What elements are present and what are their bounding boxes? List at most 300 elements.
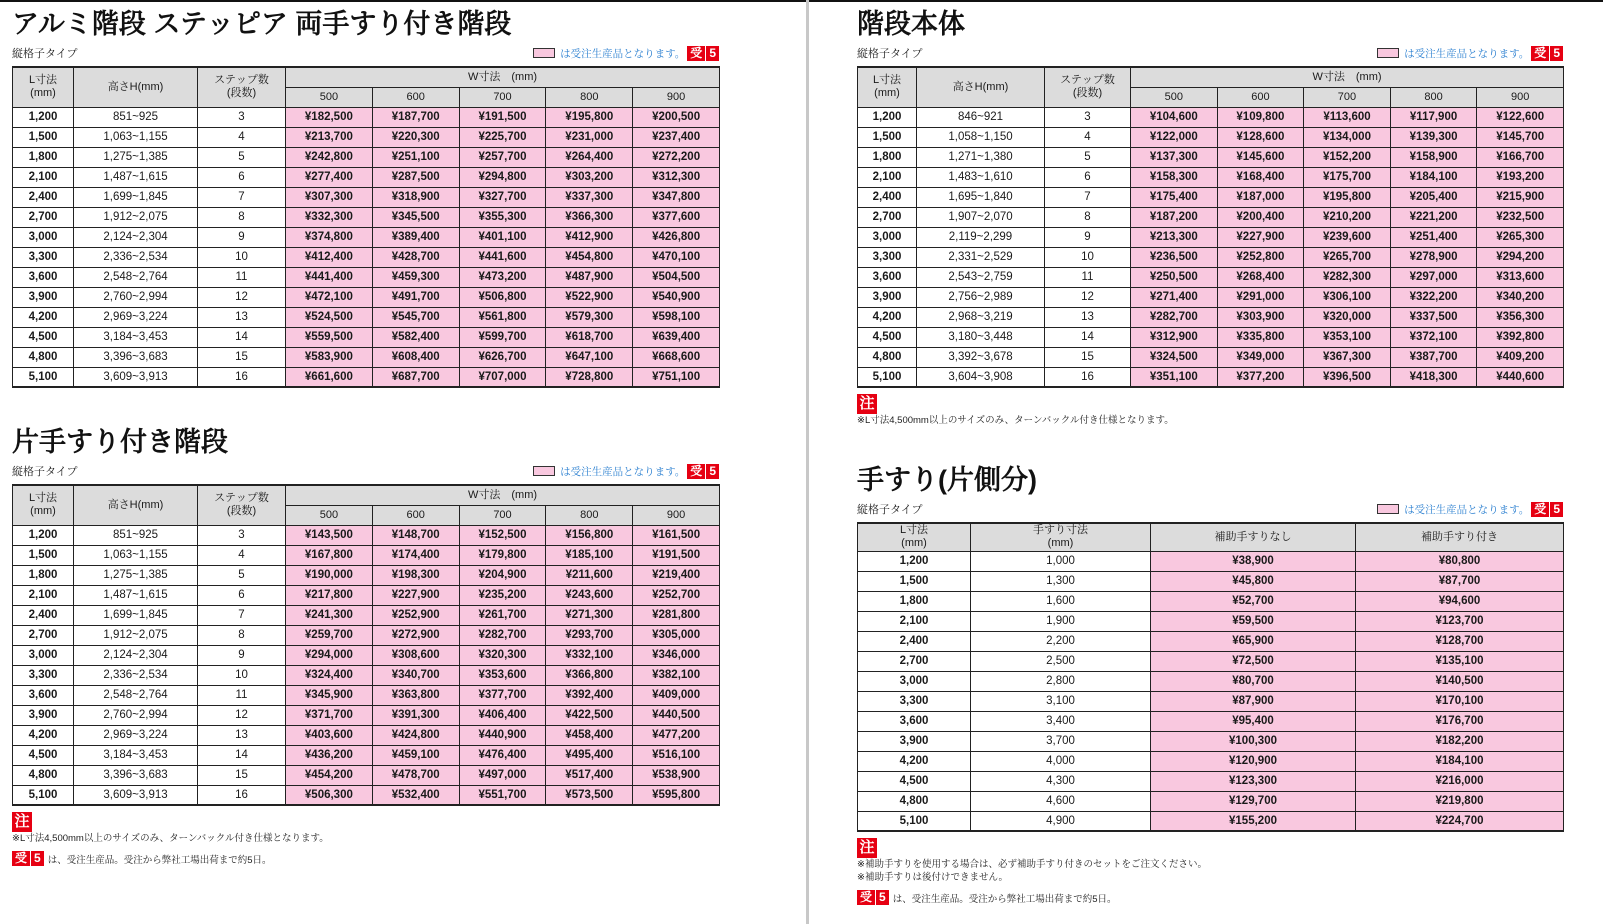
l-size-cell: 4,500 [858, 327, 917, 347]
price-cell: ¥347,800 [633, 187, 720, 207]
table-row [858, 187, 1564, 207]
price-cell: ¥751,100 [633, 367, 720, 387]
price-cell: ¥252,900 [372, 605, 459, 625]
price-cell: ¥271,400 [1131, 287, 1218, 307]
price-cell: ¥235,200 [459, 585, 546, 605]
price-cell: ¥303,200 [546, 167, 633, 187]
l-size-cell: 2,700 [858, 651, 971, 671]
made-to-order-legend [533, 464, 719, 479]
table-row [858, 327, 1564, 347]
height-cell: 3,184~3,453 [74, 745, 198, 765]
price-cell: ¥221,200 [1390, 207, 1477, 227]
price-cell: ¥117,900 [1390, 107, 1477, 127]
subtype-label: 縦格子タイプ [12, 48, 78, 60]
height-cell: 2,543~2,759 [917, 267, 1045, 287]
height-cell: 1,699~1,845 [74, 187, 198, 207]
header-width: 600 [372, 87, 459, 107]
note-text: ※補助手すりを使用する場合は、必ず補助手すり付きのセットをご注文ください。 [857, 859, 1207, 870]
price-cell: ¥59,500 [1151, 611, 1356, 631]
l-size-cell: 2,100 [13, 585, 74, 605]
subtitle-row [857, 500, 1563, 518]
price-cell: ¥135,100 [1356, 651, 1564, 671]
badge-note-text: は、受注生産品。受注から弊社工場出荷まで約5日。 [47, 854, 272, 866]
steps-cell: 3 [198, 525, 286, 545]
header-l-size: L寸法 (mm) [13, 485, 74, 525]
table-row [858, 307, 1564, 327]
made-to-order-legend [1377, 502, 1563, 517]
height-cell: 3,609~3,913 [74, 367, 198, 387]
price-cell: ¥257,700 [459, 147, 546, 167]
price-cell: ¥428,700 [372, 247, 459, 267]
height-cell: 3,609~3,913 [74, 785, 198, 805]
top-rule [0, 0, 1603, 2]
price-table [12, 66, 720, 388]
price-cell: ¥176,700 [1356, 711, 1564, 731]
price-cell: ¥193,200 [1477, 167, 1564, 187]
height-cell: 2,548~2,764 [74, 685, 198, 705]
rail-size-cell: 3,700 [971, 731, 1151, 751]
order-badge-icon: 受 5 [1531, 502, 1563, 517]
price-cell: ¥327,700 [459, 187, 546, 207]
table-row [13, 247, 720, 267]
price-cell: ¥320,000 [1304, 307, 1391, 327]
price-cell: ¥187,700 [372, 107, 459, 127]
price-cell: ¥367,300 [1304, 347, 1391, 367]
price-cell: ¥582,400 [372, 327, 459, 347]
l-size-cell: 2,400 [13, 187, 74, 207]
height-cell: 851~925 [74, 107, 198, 127]
l-size-cell: 1,800 [858, 147, 917, 167]
section-handrail-one-side [857, 464, 1563, 905]
price-cell: ¥340,200 [1477, 287, 1564, 307]
rail-size-cell: 1,300 [971, 571, 1151, 591]
header-width: 500 [286, 505, 373, 525]
l-size-cell: 3,300 [858, 691, 971, 711]
price-cell: ¥139,300 [1390, 127, 1477, 147]
price-cell: ¥271,300 [546, 605, 633, 625]
price-cell: ¥377,600 [633, 207, 720, 227]
rail-size-cell: 2,500 [971, 651, 1151, 671]
height-cell: 2,336~2,534 [74, 665, 198, 685]
price-cell: ¥294,800 [459, 167, 546, 187]
table-row [858, 167, 1564, 187]
subtitle-row [857, 44, 1563, 62]
table-row [858, 731, 1564, 751]
price-cell: ¥355,300 [459, 207, 546, 227]
steps-cell: 12 [198, 705, 286, 725]
l-size-cell: 3,600 [13, 685, 74, 705]
l-size-cell: 2,400 [858, 631, 971, 651]
table-row [13, 267, 720, 287]
header-width: 800 [546, 87, 633, 107]
badge-explanation [857, 890, 1563, 905]
price-cell: ¥38,900 [1151, 551, 1356, 571]
steps-cell: 4 [198, 545, 286, 565]
height-cell: 1,058~1,150 [917, 127, 1045, 147]
l-size-cell: 4,800 [13, 765, 74, 785]
price-cell: ¥377,700 [459, 685, 546, 705]
price-cell: ¥478,700 [372, 765, 459, 785]
table-row [13, 585, 720, 605]
l-size-cell: 4,500 [13, 745, 74, 765]
price-table [857, 66, 1564, 388]
header-width: 500 [286, 87, 373, 107]
pink-swatch-icon [533, 466, 555, 476]
table-row [13, 287, 720, 307]
table-row [858, 247, 1564, 267]
l-size-cell: 3,600 [13, 267, 74, 287]
header-w-size: W寸法 (mm) [1131, 67, 1564, 87]
rail-size-cell: 4,900 [971, 811, 1151, 831]
price-cell: ¥156,800 [546, 525, 633, 545]
price-cell: ¥191,500 [633, 545, 720, 565]
price-cell: ¥272,200 [633, 147, 720, 167]
table-row [858, 751, 1564, 771]
header-width: 600 [372, 505, 459, 525]
price-cell: ¥100,300 [1151, 731, 1356, 751]
height-cell: 2,968~3,219 [917, 307, 1045, 327]
height-cell: 1,912~2,075 [74, 625, 198, 645]
price-cell: ¥278,900 [1390, 247, 1477, 267]
section-title: アルミ階段 ステッピア 両手すり付き階段 [12, 9, 512, 39]
price-cell: ¥211,600 [546, 565, 633, 585]
price-cell: ¥251,100 [372, 147, 459, 167]
price-cell: ¥179,800 [459, 545, 546, 565]
table-row [858, 267, 1564, 287]
price-cell: ¥140,500 [1356, 671, 1564, 691]
price-cell: ¥476,400 [459, 745, 546, 765]
price-cell: ¥389,400 [372, 227, 459, 247]
l-size-cell: 4,500 [858, 771, 971, 791]
price-cell: ¥345,900 [286, 685, 373, 705]
steps-cell: 6 [1045, 167, 1131, 187]
rail-size-cell: 2,200 [971, 631, 1151, 651]
price-cell: ¥440,500 [633, 705, 720, 725]
rail-size-cell: 3,400 [971, 711, 1151, 731]
height-cell: 1,063~1,155 [74, 545, 198, 565]
steps-cell: 15 [1045, 347, 1131, 367]
l-size-cell: 1,500 [13, 127, 74, 147]
l-size-cell: 2,400 [858, 187, 917, 207]
l-size-cell: 2,700 [858, 207, 917, 227]
price-cell: ¥250,500 [1131, 267, 1218, 287]
header-width: 700 [1304, 87, 1391, 107]
section-title: 手すり(片側分) [857, 465, 1037, 495]
l-size-cell: 1,200 [13, 107, 74, 127]
handrail-price-table [857, 522, 1564, 832]
price-cell: ¥687,700 [372, 367, 459, 387]
price-cell: ¥401,100 [459, 227, 546, 247]
table-row [13, 765, 720, 785]
legend-text: は受注生産品となります。 [560, 465, 686, 478]
price-cell: ¥598,100 [633, 307, 720, 327]
price-cell: ¥351,100 [1131, 367, 1218, 387]
price-cell: ¥353,600 [459, 665, 546, 685]
header-steps: ステップ数 (段数) [198, 485, 286, 525]
table-row [13, 127, 720, 147]
price-cell: ¥45,800 [1151, 571, 1356, 591]
header-width: 800 [546, 505, 633, 525]
height-cell: 846~921 [917, 107, 1045, 127]
header-no-aux: 補助手すりなし [1151, 523, 1356, 551]
height-cell: 1,487~1,615 [74, 167, 198, 187]
price-cell: ¥215,900 [1477, 187, 1564, 207]
l-size-cell: 3,000 [858, 227, 917, 247]
price-cell: ¥241,300 [286, 605, 373, 625]
price-cell: ¥382,100 [633, 665, 720, 685]
rail-size-cell: 1,000 [971, 551, 1151, 571]
price-cell: ¥232,500 [1477, 207, 1564, 227]
price-cell: ¥227,900 [1217, 227, 1304, 247]
height-cell: 2,969~3,224 [74, 307, 198, 327]
price-cell: ¥409,200 [1477, 347, 1564, 367]
steps-cell: 3 [1045, 107, 1131, 127]
price-cell: ¥261,700 [459, 605, 546, 625]
price-cell: ¥243,600 [546, 585, 633, 605]
l-size-cell: 3,000 [13, 227, 74, 247]
price-cell: ¥168,400 [1217, 167, 1304, 187]
note-text: ※L寸法4,500mm以上のサイズのみ、ターンバックル付き仕様となります。 [12, 833, 329, 844]
price-cell: ¥324,500 [1131, 347, 1218, 367]
header-with-aux: 補助手すり付き [1356, 523, 1564, 551]
height-cell: 1,907~2,070 [917, 207, 1045, 227]
price-cell: ¥167,800 [286, 545, 373, 565]
price-cell: ¥349,000 [1217, 347, 1304, 367]
steps-cell: 5 [198, 565, 286, 585]
steps-cell: 6 [198, 167, 286, 187]
order-badge-icon: 受 5 [1531, 46, 1563, 61]
rail-size-cell: 1,600 [971, 591, 1151, 611]
price-cell: ¥661,600 [286, 367, 373, 387]
l-size-cell: 3,900 [13, 287, 74, 307]
l-size-cell: 3,900 [13, 705, 74, 725]
section-title: 階段本体 [857, 9, 965, 39]
price-cell: ¥200,500 [633, 107, 720, 127]
price-cell: ¥265,300 [1477, 227, 1564, 247]
price-cell: ¥332,300 [286, 207, 373, 227]
subtype-label: 縦格子タイプ [857, 504, 923, 516]
price-cell: ¥231,000 [546, 127, 633, 147]
price-cell: ¥87,700 [1356, 571, 1564, 591]
table-row [858, 571, 1564, 591]
height-cell: 2,124~2,304 [74, 227, 198, 247]
steps-cell: 14 [198, 327, 286, 347]
height-cell: 2,756~2,989 [917, 287, 1045, 307]
price-cell: ¥363,800 [372, 685, 459, 705]
header-rail-size: 手すり寸法 (mm) [971, 523, 1151, 551]
price-cell: ¥454,800 [546, 247, 633, 267]
price-cell: ¥191,500 [459, 107, 546, 127]
steps-cell: 8 [1045, 207, 1131, 227]
price-cell: ¥264,400 [546, 147, 633, 167]
height-cell: 1,483~1,610 [917, 167, 1045, 187]
price-cell: ¥312,300 [633, 167, 720, 187]
l-size-cell: 1,200 [858, 107, 917, 127]
price-cell: ¥307,300 [286, 187, 373, 207]
price-cell: ¥497,000 [459, 765, 546, 785]
price-cell: ¥200,400 [1217, 207, 1304, 227]
price-cell: ¥454,200 [286, 765, 373, 785]
page-divider [806, 0, 809, 924]
price-cell: ¥182,200 [1356, 731, 1564, 751]
header-width: 900 [633, 87, 720, 107]
price-cell: ¥282,700 [459, 625, 546, 645]
table-row [858, 551, 1564, 571]
price-cell: ¥236,500 [1131, 247, 1218, 267]
steps-cell: 11 [1045, 267, 1131, 287]
price-cell: ¥94,600 [1356, 591, 1564, 611]
table-row [13, 545, 720, 565]
price-cell: ¥120,900 [1151, 751, 1356, 771]
note-mark-icon: 注 [12, 812, 32, 832]
price-cell: ¥506,800 [459, 287, 546, 307]
table-row [13, 685, 720, 705]
price-cell: ¥166,700 [1477, 147, 1564, 167]
price-cell: ¥272,900 [372, 625, 459, 645]
price-cell: ¥583,900 [286, 347, 373, 367]
price-cell: ¥599,700 [459, 327, 546, 347]
price-cell: ¥391,300 [372, 705, 459, 725]
price-cell: ¥506,300 [286, 785, 373, 805]
l-size-cell: 4,200 [13, 725, 74, 745]
price-table [12, 484, 720, 806]
l-size-cell: 2,100 [858, 611, 971, 631]
price-cell: ¥403,600 [286, 725, 373, 745]
price-cell: ¥217,800 [286, 585, 373, 605]
height-cell: 3,184~3,453 [74, 327, 198, 347]
price-cell: ¥128,700 [1356, 631, 1564, 651]
price-cell: ¥366,300 [546, 207, 633, 227]
height-cell: 2,119~2,299 [917, 227, 1045, 247]
price-cell: ¥559,500 [286, 327, 373, 347]
steps-cell: 15 [198, 347, 286, 367]
height-cell: 2,969~3,224 [74, 725, 198, 745]
pink-swatch-icon [1377, 504, 1399, 514]
price-cell: ¥458,400 [546, 725, 633, 745]
steps-cell: 15 [198, 765, 286, 785]
price-cell: ¥356,300 [1477, 307, 1564, 327]
section-both-handrail [12, 8, 719, 388]
price-cell: ¥80,800 [1356, 551, 1564, 571]
price-cell: ¥145,600 [1217, 147, 1304, 167]
price-cell: ¥312,900 [1131, 327, 1218, 347]
section-stair-body [857, 8, 1563, 427]
price-cell: ¥291,000 [1217, 287, 1304, 307]
legend-text: は受注生産品となります。 [1404, 47, 1530, 60]
price-cell: ¥374,800 [286, 227, 373, 247]
l-size-cell: 1,500 [858, 127, 917, 147]
order-badge-icon: 受 5 [12, 851, 44, 866]
header-width: 500 [1131, 87, 1218, 107]
table-row [858, 771, 1564, 791]
legend-text: は受注生産品となります。 [560, 47, 686, 60]
price-cell: ¥340,700 [372, 665, 459, 685]
price-cell: ¥109,800 [1217, 107, 1304, 127]
header-width: 700 [459, 505, 546, 525]
l-size-cell: 3,300 [13, 247, 74, 267]
l-size-cell: 3,900 [858, 731, 971, 751]
price-cell: ¥158,300 [1131, 167, 1218, 187]
table-row [858, 347, 1564, 367]
l-size-cell: 4,500 [13, 327, 74, 347]
price-cell: ¥392,800 [1477, 327, 1564, 347]
price-cell: ¥579,300 [546, 307, 633, 327]
steps-cell: 9 [198, 227, 286, 247]
section-title: 片手すり付き階段 [12, 427, 228, 457]
price-cell: ¥406,400 [459, 705, 546, 725]
height-cell: 3,604~3,908 [917, 367, 1045, 387]
price-cell: ¥210,200 [1304, 207, 1391, 227]
l-size-cell: 1,200 [858, 551, 971, 571]
price-cell: ¥551,700 [459, 785, 546, 805]
order-badge-icon: 受 5 [857, 890, 889, 905]
made-to-order-legend [1377, 46, 1563, 61]
price-cell: ¥495,400 [546, 745, 633, 765]
price-cell: ¥668,600 [633, 347, 720, 367]
height-cell: 1,695~1,840 [917, 187, 1045, 207]
table-row [13, 207, 720, 227]
price-cell: ¥470,100 [633, 247, 720, 267]
price-cell: ¥65,900 [1151, 631, 1356, 651]
steps-cell: 16 [198, 785, 286, 805]
height-cell: 2,124~2,304 [74, 645, 198, 665]
l-size-cell: 2,400 [13, 605, 74, 625]
note-text: ※補助手すりは後付けできません。 [857, 872, 1009, 883]
height-cell: 1,912~2,075 [74, 207, 198, 227]
note-mark-icon: 注 [857, 394, 877, 414]
price-cell: ¥80,700 [1151, 671, 1356, 691]
price-cell: ¥184,100 [1390, 167, 1477, 187]
height-cell: 3,180~3,448 [917, 327, 1045, 347]
note-text: ※L寸法4,500mm以上のサイズのみ、ターンバックル付き仕様となります。 [857, 415, 1174, 426]
price-cell: ¥174,400 [372, 545, 459, 565]
height-cell: 1,487~1,615 [74, 585, 198, 605]
price-cell: ¥129,700 [1151, 791, 1356, 811]
header-width: 700 [459, 87, 546, 107]
price-cell: ¥128,600 [1217, 127, 1304, 147]
price-cell: ¥161,500 [633, 525, 720, 545]
steps-cell: 10 [198, 247, 286, 267]
price-cell: ¥626,700 [459, 347, 546, 367]
price-cell: ¥441,600 [459, 247, 546, 267]
price-cell: ¥412,900 [546, 227, 633, 247]
pink-swatch-icon [533, 48, 555, 58]
price-cell: ¥158,900 [1390, 147, 1477, 167]
price-cell: ¥252,700 [633, 585, 720, 605]
height-cell: 3,396~3,683 [74, 765, 198, 785]
price-cell: ¥477,200 [633, 725, 720, 745]
header-l-size: L寸法 (mm) [858, 67, 917, 107]
price-cell: ¥282,300 [1304, 267, 1391, 287]
price-cell: ¥366,800 [546, 665, 633, 685]
price-cell: ¥123,300 [1151, 771, 1356, 791]
steps-cell: 10 [1045, 247, 1131, 267]
order-badge-icon: 受 5 [687, 46, 719, 61]
price-cell: ¥143,500 [286, 525, 373, 545]
price-cell: ¥524,500 [286, 307, 373, 327]
height-cell: 1,275~1,385 [74, 147, 198, 167]
price-cell: ¥707,000 [459, 367, 546, 387]
price-cell: ¥204,900 [459, 565, 546, 585]
price-cell: ¥287,500 [372, 167, 459, 187]
table-row [13, 785, 720, 805]
header-w-size: W寸法 (mm) [286, 485, 720, 505]
subtype-label: 縦格子タイプ [857, 48, 923, 60]
steps-cell: 4 [198, 127, 286, 147]
price-cell: ¥95,400 [1151, 711, 1356, 731]
height-cell: 1,275~1,385 [74, 565, 198, 585]
price-cell: ¥213,300 [1131, 227, 1218, 247]
